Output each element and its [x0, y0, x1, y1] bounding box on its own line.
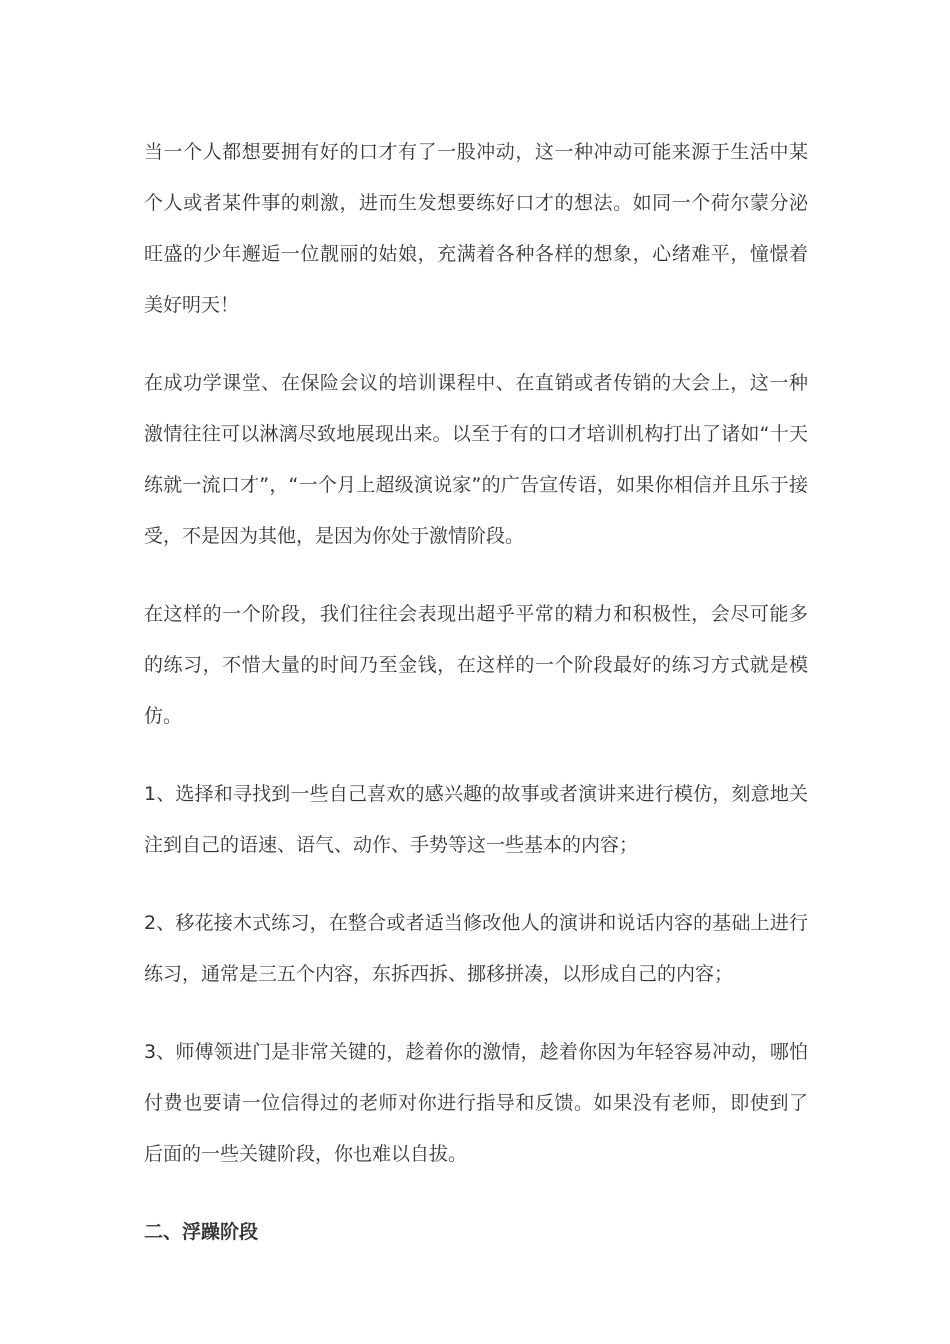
paragraph-spacer [144, 742, 808, 769]
document-body [144, 127, 808, 1258]
paragraph-3: 在这样的一个阶段，我们往往会表现出超乎平常的精力和积极性，会尽可能多的练习，不惜大量的时间乃至金钱，在这样的一个阶段最好的练习方式就是模仿。 [144, 603, 808, 727]
paragraph-spacer [144, 331, 808, 358]
paragraph-1: 当一个人都想要拥有好的口才有了一股冲动，这一种冲动可能来源于生活中某个人或者某件事的刺激，进而生发想要练好口才的想法。如同一个荷尔蒙分泌旺盛的少年邂逅一位靓丽的姑娘，充满着各种各样的想象，心绪难平，憧憬着美好明天！ [144, 141, 808, 316]
paragraph-spacer [144, 1000, 808, 1027]
list-item-1: 1、选择和寻找到一些自己喜欢的感兴趣的故事或者演讲来进行模仿，刻意地关注到自己的语速、语气、动作、手势等这一些基本的内容； [144, 783, 808, 856]
paragraph-spacer [144, 871, 808, 898]
list-item-3: 3、师傅领进门是非常关键的，趁着你的激情，趁着你因为年轻容易冲动，哪怕付费也要请一位信得过的老师对你进行指导和反馈。如果没有老师，即使到了后面的一些关键阶段，你也难以自拔。 [144, 1041, 808, 1165]
paragraph-spacer [144, 562, 808, 589]
list-item-2: 2、移花接木式练习，在整合或者适当修改他人的演讲和说话内容的基础上进行练习，通常是三五个内容，东拆西拆、挪移拼凑，以形成自己的内容； [144, 912, 808, 985]
paragraph-2: 在成功学课堂、在保险会议的培训课程中、在直销或者传销的大会上，这一种激情往往可以淋漓尽致地展现出来。以至于有的口才培训机构打出了诸如“十天练就一流口才”，“一个月上超级演说家”的广告宣传语，如果你相信并且乐于接受，不是因为其他，是因为你处于激情阶段。 [144, 372, 808, 547]
paragraph-spacer [144, 1180, 808, 1207]
section-heading: 二、浮躁阶段 [144, 1221, 259, 1243]
